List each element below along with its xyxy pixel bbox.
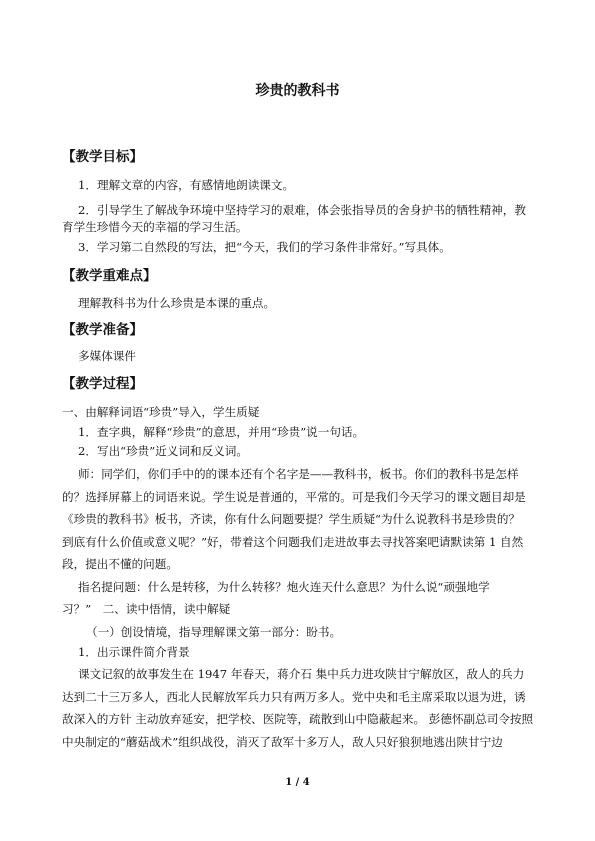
process-line-8: 段，提出不懂的问题。 <box>62 557 178 571</box>
keypoints-line-1: 理解教科书为什么珍贵是本课的重点。 <box>78 296 276 310</box>
process-line-11: （一）创设情境，指导理解课文第一部分：盼书。 <box>86 625 342 639</box>
process-line-9: 指名提问题：什么是转移，为什么转移？炮火连天什么意思？为什么说“顽强地学 <box>78 580 490 594</box>
section-heading-process: 【教学过程】 <box>62 376 143 392</box>
process-line-16: 中央制定的“蘑菇战术”组织战役，消灭了敌军十多万人，敌人只好狼狈地逃出陕甘宁边 <box>62 735 503 749</box>
process-line-10: 习？” 二、读中悟情，读中解疑 <box>62 602 231 616</box>
process-line-14: 达到二十三万多人，西北人民解放军兵力只有两万多人。党中央和毛主席采取以退为进，诱 <box>62 690 526 704</box>
section-heading-keypoints: 【教学重难点】 <box>62 268 157 284</box>
process-line-13: 课文记叙的故事发生在 1947 年春天，蒋介石 集中兵力进攻陕甘宁解放区，敌人的兵力 <box>78 667 525 681</box>
goals-line-3: 育学生珍惜今天的幸福的学习生活。 <box>62 220 248 234</box>
process-line-6: 《珍贵的教科书》板书，齐读，你有什么问题要提？学生质疑“为什么说教科书是珍贵的？ <box>62 512 521 526</box>
page-number: 1 / 4 <box>285 777 310 788</box>
process-line-12: 1．出示课件简介背景 <box>78 645 190 659</box>
process-line-7: 到底有什么价值或意义呢？”好，带着这个问题我们走进故事去寻找答案吧请默读第 1 自然 <box>62 535 524 549</box>
process-line-5: 的？选择屏幕上的词语来说。学生说是普通的，平常的。可是我们今天学习的课文题目却是 <box>62 490 526 504</box>
process-line-4: 师：同学们，你们手中的的课本还有个名字是——教科书，板书。你们的教科书是怎样 <box>78 467 519 481</box>
process-line-15: 敌深入的方针 主动放弃延安，把学校、医院等，疏散到山中隐蔽起来。 彭德怀副总司令按照 <box>62 712 534 726</box>
goals-line-1: 1．理解文章的内容，有感情地朗读课文。 <box>78 178 295 192</box>
goals-line-4: 3．学习第二自然段的写法，把“今天，我们的学习条件非常好。”写具体。 <box>78 240 451 254</box>
process-line-3: 2．写出“珍贵”近义词和反义词。 <box>78 444 248 458</box>
process-line-2: 1．查字典，解释“珍贵”的意思，并用“珍贵”说一句话。 <box>78 425 365 439</box>
prep-line-1: 多媒体课件 <box>78 349 136 363</box>
section-heading-prep: 【教学准备】 <box>62 322 143 338</box>
document-title: 珍贵的教科书 <box>255 83 340 99</box>
process-line-1: 一、由解释词语“珍贵”导入，学生质疑 <box>62 405 260 419</box>
goals-line-2: 2．引导学生了解战争环境中坚持学习的艰难，体会张指导员的舍身护书的牺牲精神，教 <box>78 203 526 217</box>
section-heading-goals: 【教学目标】 <box>62 149 143 165</box>
